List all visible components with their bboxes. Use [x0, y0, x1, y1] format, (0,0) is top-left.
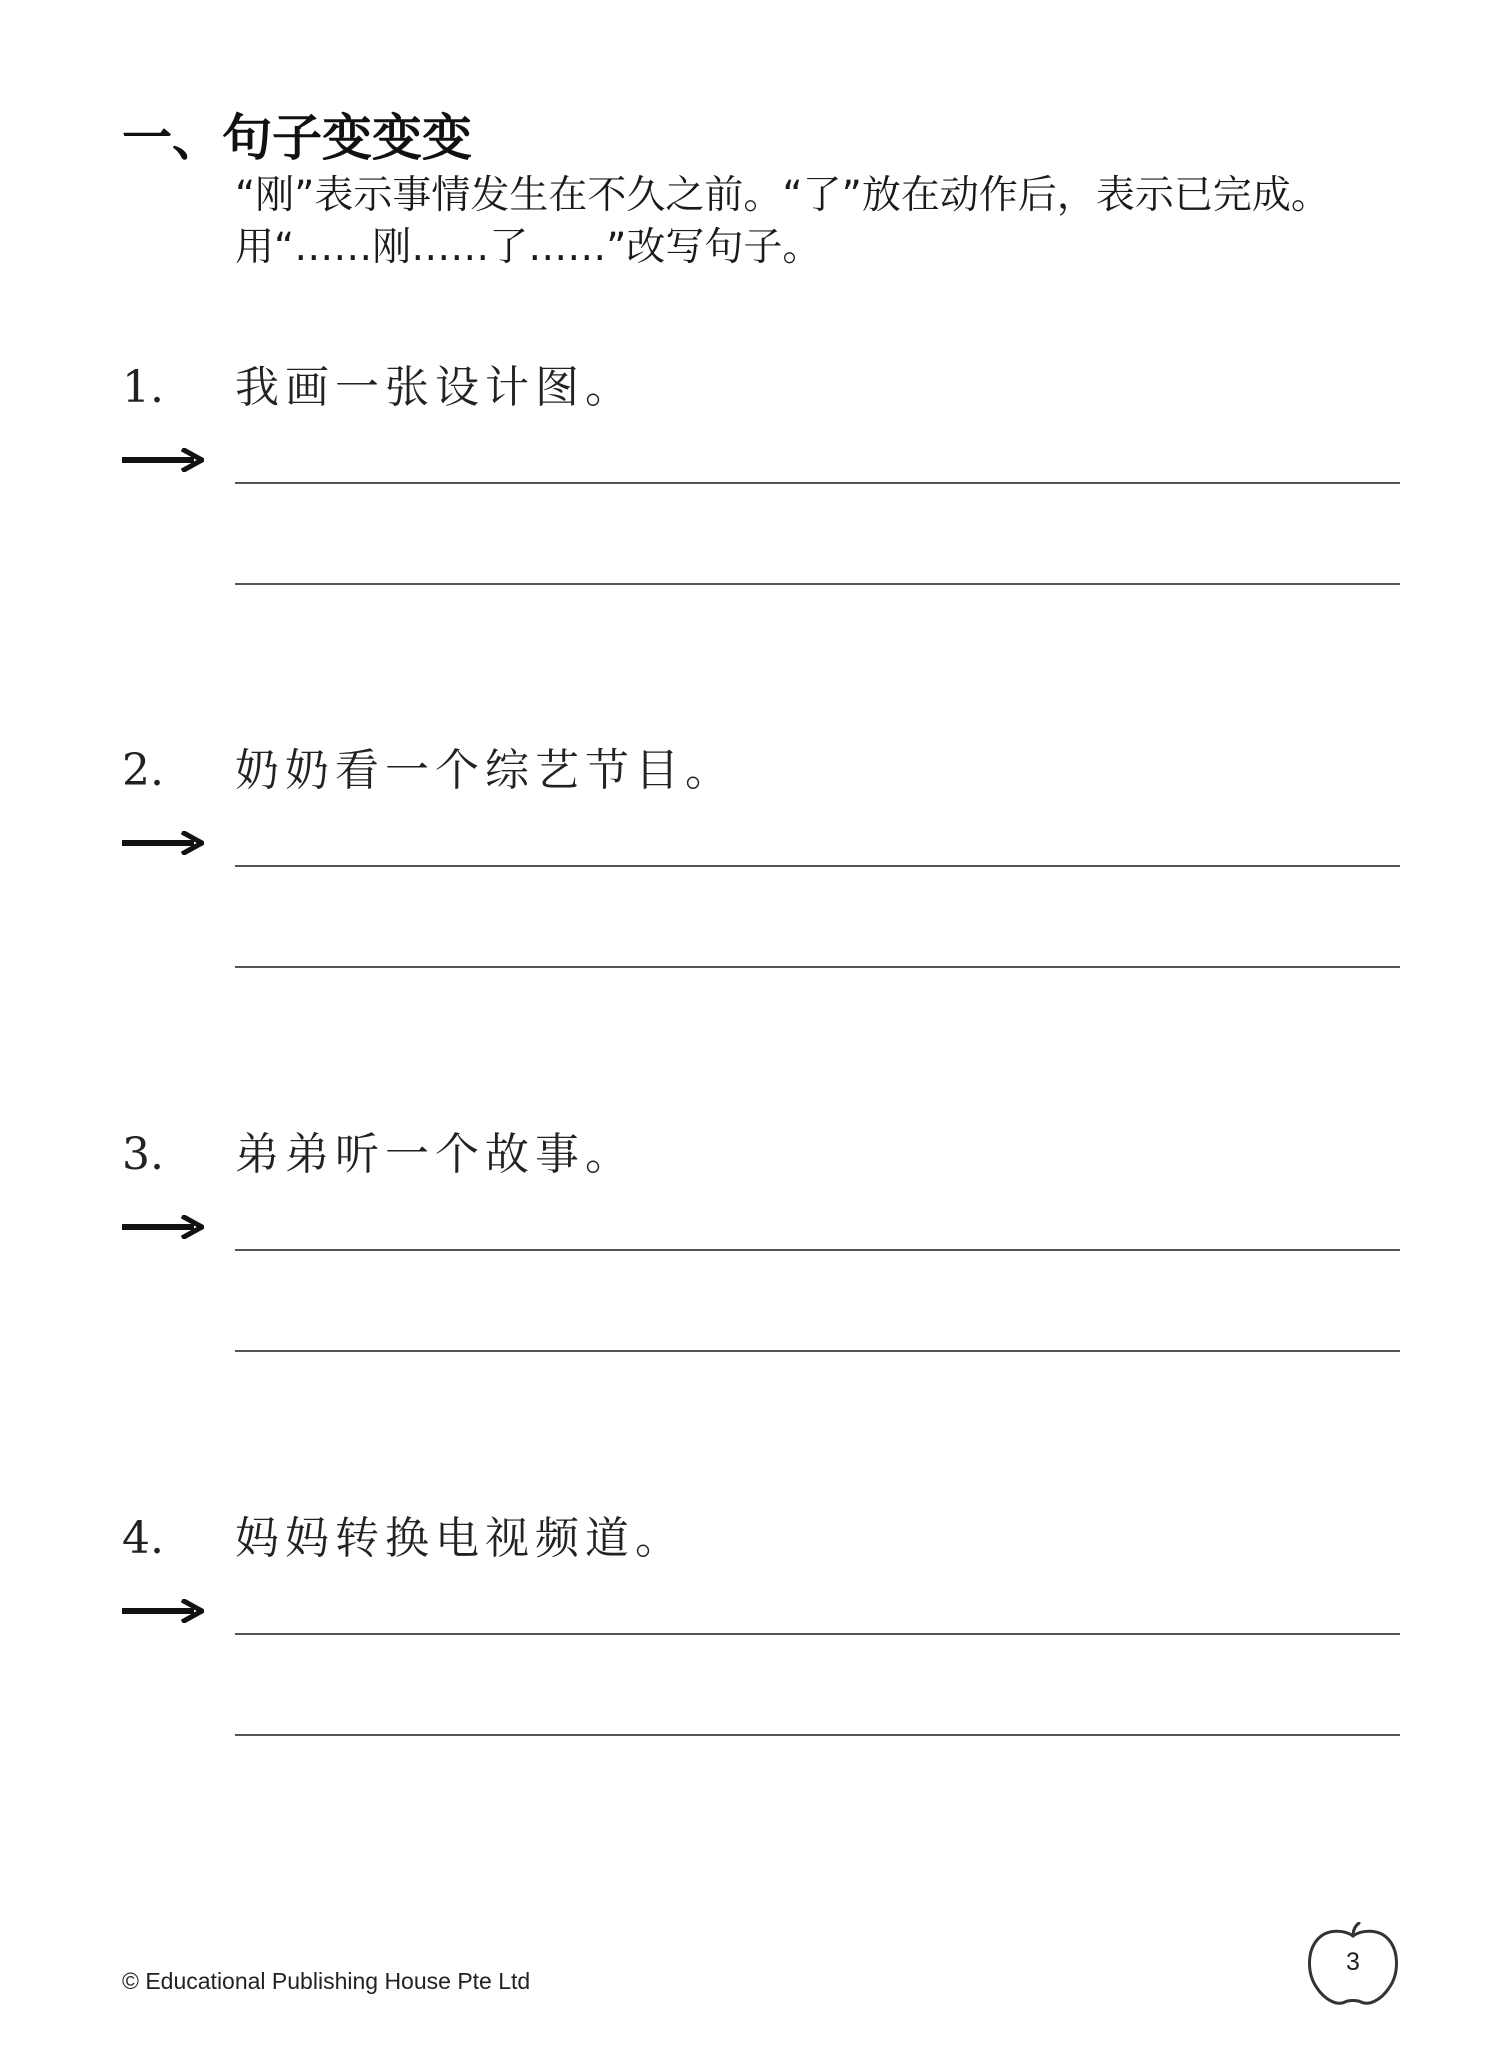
section-instruction: “刚”表示事情发生在不久之前。“了”放在动作后，表示已完成。用“……刚……了……”改写句子。 [235, 173, 1330, 270]
answer-line[interactable] [235, 1249, 1400, 1251]
answer-line[interactable] [235, 865, 1400, 867]
right-arrow-icon [122, 1599, 204, 1623]
question-number: 1. [122, 362, 164, 413]
answer-line[interactable] [235, 966, 1400, 968]
right-arrow-icon [122, 831, 204, 855]
question-number: 2. [122, 745, 164, 796]
section-title: 一、句子变变变 [122, 109, 472, 167]
right-arrow-icon [122, 1215, 204, 1239]
answer-line[interactable] [235, 1734, 1400, 1736]
answer-line[interactable] [235, 1633, 1400, 1635]
answer-line[interactable] [235, 482, 1400, 484]
question-sentence: 妈妈转换电视频道。 [235, 1513, 685, 1564]
answer-line[interactable] [235, 583, 1400, 585]
copyright-notice: © Educational Publishing House Pte Ltd [122, 1968, 531, 1994]
question-sentence: 奶奶看一个综艺节目。 [235, 745, 735, 796]
question-sentence: 我画一张设计图。 [235, 362, 635, 413]
right-arrow-icon [122, 448, 204, 472]
page-number: 3 [1346, 1948, 1360, 1976]
question-sentence: 弟弟听一个故事。 [235, 1129, 635, 1180]
question-number: 4. [122, 1513, 164, 1564]
answer-line[interactable] [235, 1350, 1400, 1352]
question-number: 3. [122, 1129, 164, 1180]
